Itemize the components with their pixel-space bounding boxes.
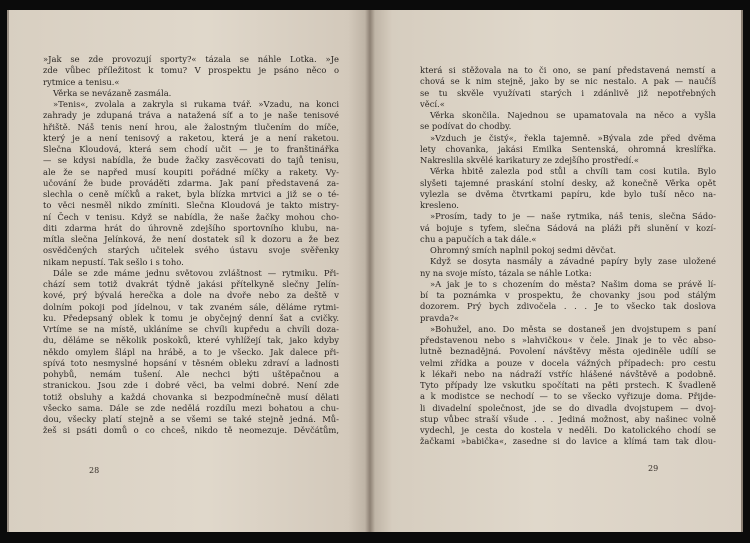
text-line: diti zdarma hrát do úhrovně zdejšího sportovního klubu, na- xyxy=(43,222,339,233)
text-line: Tyto případy lze vskutku spočítati na pěti prstech. K švadleně xyxy=(420,380,716,390)
text-line: hřiště. Náš tenis není hrou, ale žalostným tlučením do míče, xyxy=(43,121,339,132)
text-line: spívá toto nesmyslné hopsání v těsném obleku zdraví a ladnosti xyxy=(43,357,339,368)
text-line: du, děláme se několik poskoků, které vyhlížejí tak, jako kdyby xyxy=(43,335,339,346)
text-line: vydechl, je cesta do kostela v neděli. Do katolického chodí se xyxy=(420,425,716,435)
text-line: ku. Předepsaný oblek k tomu je obyčejný denní šat a cvičky. xyxy=(43,312,339,323)
text-line: Dále se zde máme jednu světovou zvláštnost — rytmiku. Při- xyxy=(53,267,339,278)
text-line: »Tenis«, zvolala a zakryla si rukama tvář. »Vzadu, na konci xyxy=(53,99,339,109)
text-line: věcí.« xyxy=(420,98,445,109)
text-line: učování že bude prováděti zdarma. Jak paní představená za- xyxy=(43,177,339,188)
right-page xyxy=(370,10,743,532)
text-line: »A jak je to s chozením do města? Našim doma se právě lí- xyxy=(430,278,716,289)
text-line: mítla slečna Jelínková, že není dostatek síl k dozoru a že bez xyxy=(43,234,339,244)
right-page-edge xyxy=(741,10,743,532)
text-line: dozorem. Prý bych zdivočela . . . Je to všecko tak doslova xyxy=(420,301,716,312)
text-line: Věrka se nevázaně zasmála. xyxy=(53,87,172,98)
text-line: vá bojuje s tyfem, slečna Sádová na pláži při slunění v kozí- xyxy=(420,222,716,233)
text-line: »Jak se zde provozují sporty?« tázala se náhle Lotka. »Je xyxy=(43,54,339,64)
text-line: — se kdysi nabídla, že bude žačky zasvěcovati do tajů tenisu, xyxy=(43,155,339,166)
left-page xyxy=(7,10,370,532)
text-line: slechla o ceně míčků a raket, byla blízka mrtvici a již se o té- xyxy=(43,189,339,199)
text-line: rytmice a tenisu.« xyxy=(43,76,120,87)
text-line: se podívat do chodby. xyxy=(420,121,512,132)
text-line: kresleno. xyxy=(420,200,459,210)
text-line: ní Čech v tenisu. Když se nabídla, že naše žačky mohou cho- xyxy=(43,211,339,222)
text-line: »Bohužel, ano. Do města se dostaneš jen dvojstupem s paní xyxy=(430,323,716,334)
text-line: zahrady je zdupaná tráva a natažená síť a to je naše tenisové xyxy=(43,110,339,121)
text-line: slyšeti tajemné praskání stolní desky, až konečně Věrka opět xyxy=(420,177,716,188)
right-page-text xyxy=(420,65,716,448)
text-line: Věrka skončila. Najednou se upamatovala na něco a vyšla xyxy=(430,110,716,120)
text-line: k lékaři nebo na nádraží vstříc hlášené návštěvě a podobně. xyxy=(420,368,716,379)
text-line: se tu skvěle využívati starých i zdánlivě již nepotřebných xyxy=(420,87,716,98)
text-line: chová se k nim stejně, jako by se nic nestalo. A pak — naučíš xyxy=(420,76,716,87)
text-line: a k modistce se nechodí — to se všecko vyřizuje doma. Přijde- xyxy=(420,391,716,402)
left-page-edge xyxy=(7,10,9,532)
text-line: to věci nesměl nikdo zmíniti. Slečna Kloudová je takto mistry- xyxy=(43,200,339,211)
text-line: nikam nepustí. Tak sešlo i s toho. xyxy=(43,256,184,267)
text-line: dou, všecky platí stejně a se všemi se také stejně jedná. Mů- xyxy=(43,414,339,424)
text-line: žeš si psáti domů o co chceš, nikdo tě neomezuje. Děvčátům, xyxy=(43,425,339,436)
text-line: dolním pokoji pod jídelnou, v tak zvaném sále, děláme rytmi- xyxy=(43,301,339,312)
text-line: chází sem totiž dvakrát týdně jakási přítelkyně slečny Jelín- xyxy=(43,279,339,289)
text-line: představenou nebo s »lahvičkou« v čele. Jinak je to věc abso- xyxy=(420,335,716,345)
text-line: vylezla se dvěma čtvrtkami papíru, kde bylo tuší něco na- xyxy=(420,188,716,199)
text-line: Když se dosyta nasmály a závadné papíry byly zase uložené xyxy=(430,256,716,267)
text-line: která si stěžovala na to či ono, se paní představená nemstí a xyxy=(420,65,716,75)
text-line: Nakreslila skvělé karikatury ze zdejšího prostředí.« xyxy=(420,155,639,165)
text-line: ale že se napřed musí koupiti pořádné míčky a rakety. Vy- xyxy=(43,166,339,177)
text-line: bí ta poznámka v prospektu, že chovanky jsou pod stálým xyxy=(420,290,716,300)
left-page-text xyxy=(43,54,339,437)
text-line: lety chovanka, jakási Emilka Sentenská, ohromná kreslířka. xyxy=(420,143,716,154)
text-line: pohybů, nemám tušení. Ale nechci býti uštěpačnou a xyxy=(43,369,339,379)
book-spine-gutter xyxy=(365,10,375,532)
text-line: který je a není tenisový a raketou, která je a není raketou. xyxy=(43,132,339,143)
text-line: zde vůbec příležitost k tomu? V prospektu je psáno něco o xyxy=(43,65,339,76)
text-line: stranickou. Jsou zde i dobré věci, ba velmi dobré. Není zde xyxy=(43,380,339,391)
text-line: totiž obsluhy a každá chovanka si bezpodmínečně musí dělati xyxy=(43,391,339,402)
text-line: Ohromný smích naplnil pokoj sedmi děvčat. xyxy=(430,245,616,255)
text-line: »Prosím, tady to je — naše rytmika, náš tenis, slečna Sádo- xyxy=(430,211,716,222)
right-page-number: 29 xyxy=(648,464,659,473)
text-line: všecko sama. Dále se zde nedělá rozdílu mezi bohatou a chu- xyxy=(43,402,339,413)
text-line: li divadelní společnost, jde se do divadla dvojstupem — dvoj- xyxy=(420,402,716,413)
text-line: osvědčených starých učitelek svého ústavu svoje svěřenky xyxy=(43,245,339,256)
text-line: Slečna Kloudová, která sem chodí učit — je to franštinářka xyxy=(43,144,339,154)
text-line: Věrka hbitě zalezla pod stůl a chvíli tam cosi kutila. Bylo xyxy=(430,166,716,177)
text-line: pravda?« xyxy=(420,312,460,323)
text-line: stup vůbec straší všude . . . Jediná možnost, aby našinec volně xyxy=(420,413,716,424)
text-line: chu a papučích a tak dále.« xyxy=(420,233,537,244)
text-line: lutně beznadějná. Povolení návštěvy města ojediněle udílí se xyxy=(420,346,716,357)
text-line: žačkami »babička«, zasedne si do lavice a klímá tam tak dlou- xyxy=(420,436,716,447)
left-page-number: 28 xyxy=(89,466,100,475)
text-line: kové, prý bývalá herečka a dole na dvoře nebo za deště v xyxy=(43,290,339,301)
text-line: »Vzduch je čistý«, řekla tajemně. »Bývala zde před dvěma xyxy=(430,132,716,143)
text-line: Vrtíme se na místě, ukláníme se chvíli kupředu a chvíli doza- xyxy=(43,324,339,334)
text-line: ny na svoje místo, tázala se náhle Lotka: xyxy=(420,267,592,278)
text-line: velmi zřídka a pouze v docela vážných případech: pro cestu xyxy=(420,357,716,368)
text-line: někdo omylem šlápl na hrábě, a to je všecko. Jak dalece při- xyxy=(43,346,339,357)
open-book-spread xyxy=(7,10,743,532)
